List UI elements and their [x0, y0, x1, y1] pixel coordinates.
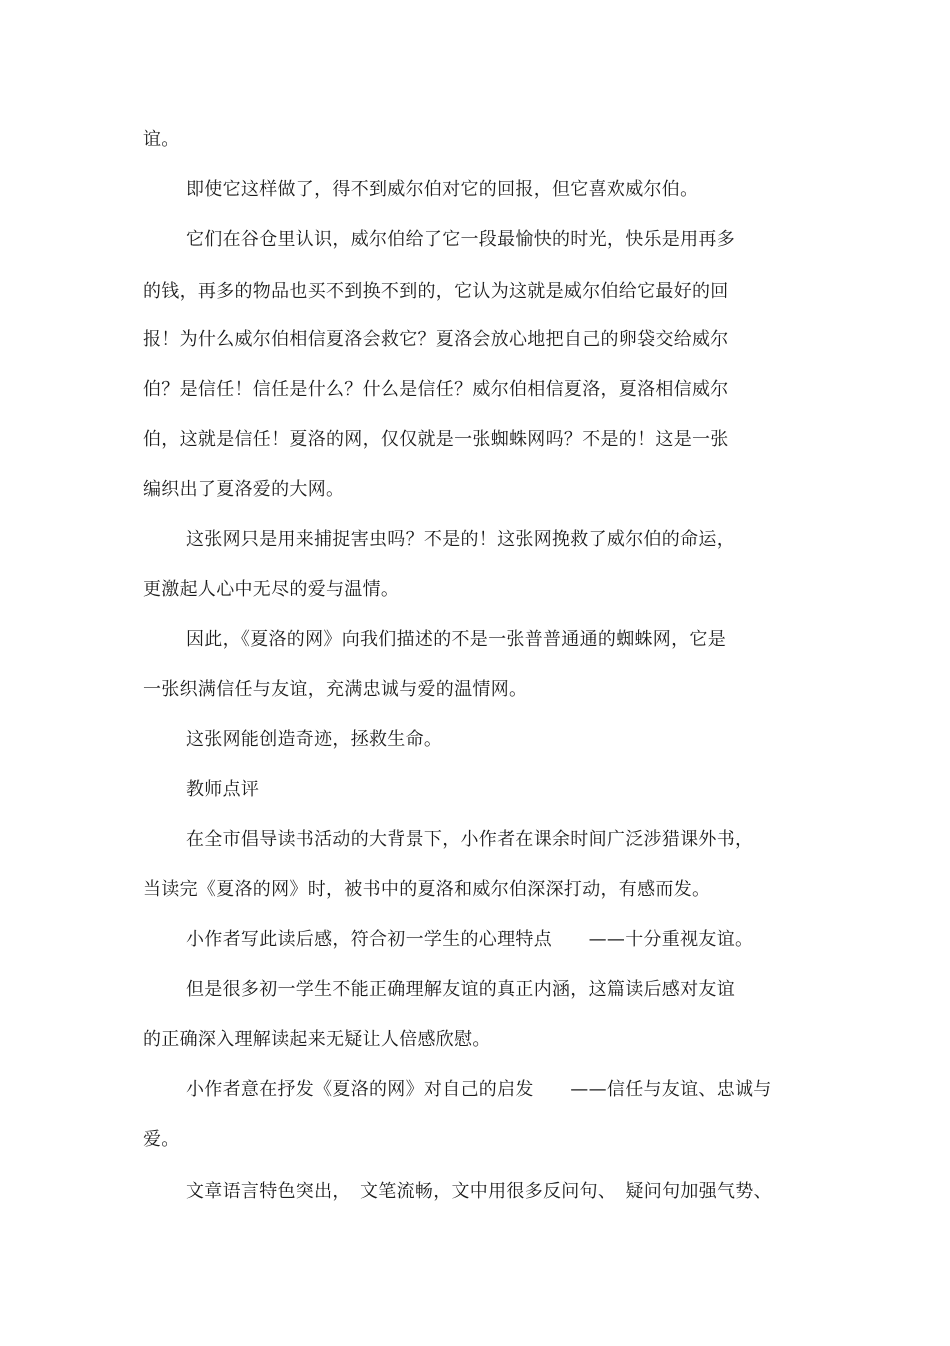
text-line: 编织出了夏洛爱的大网。	[143, 479, 345, 500]
text-line: 报！为什么威尔伯相信夏洛会救它？夏洛会放心地把自己的卵袋交给威尔	[143, 329, 729, 350]
text-line: 更激起人心中无尽的爱与温情。	[143, 579, 400, 600]
text-line: 的正确深入理解读起来无疑让人倍感欣慰。	[143, 1029, 491, 1050]
text-line: 谊。	[143, 129, 180, 150]
text-line: 小作者写此读后感，符合初一学生的心理特点 ——十分重视友谊。	[186, 929, 754, 950]
text-line: 一张织满信任与友谊，充满忠诚与爱的温情网。	[143, 679, 528, 700]
section-heading: 教师点评	[186, 779, 260, 800]
text-line: 这张网能创造奇迹，拯救生命。	[186, 729, 443, 750]
text-line: 文章语言特色突出， 文笔流畅，文中用很多反问句、 疑问句加强气势、	[186, 1181, 772, 1202]
text-line: 它们在谷仓里认识，威尔伯给了它一段最愉快的时光，快乐是用再多	[186, 229, 735, 250]
text-line: 爱。	[143, 1129, 180, 1150]
text-line: 的钱，再多的物品也买不到换不到的，它认为这就是威尔伯给它最好的回	[143, 281, 729, 302]
text-line: 小作者意在抒发《夏洛的网》对自己的启发 ——信任与友谊、忠诚与	[186, 1079, 772, 1100]
text-line: 即使它这样做了，得不到威尔伯对它的回报，但它喜欢威尔伯。	[186, 179, 699, 200]
text-line: 伯？是信任！信任是什么？什么是信任？威尔伯相信夏洛，夏洛相信威尔	[143, 379, 729, 400]
text-line: 当读完《夏洛的网》时，被书中的夏洛和威尔伯深深打动，有感而发。	[143, 879, 711, 900]
text-line: 这张网只是用来捕捉害虫吗？不是的！这张网挽救了威尔伯的命运，	[186, 529, 735, 550]
text-line: 因此，《夏洛的网》向我们描述的不是一张普普通通的蜘蛛网，它是	[186, 629, 726, 650]
text-line: 但是很多初一学生不能正确理解友谊的真正内涵，这篇读后感对友谊	[186, 979, 735, 1000]
text-line: 在全市倡导读书活动的大背景下，小作者在课余时间广泛涉猎课外书，	[186, 829, 754, 850]
text-line: 伯，这就是信任！夏洛的网，仅仅就是一张蜘蛛网吗？不是的！这是一张	[143, 429, 729, 450]
